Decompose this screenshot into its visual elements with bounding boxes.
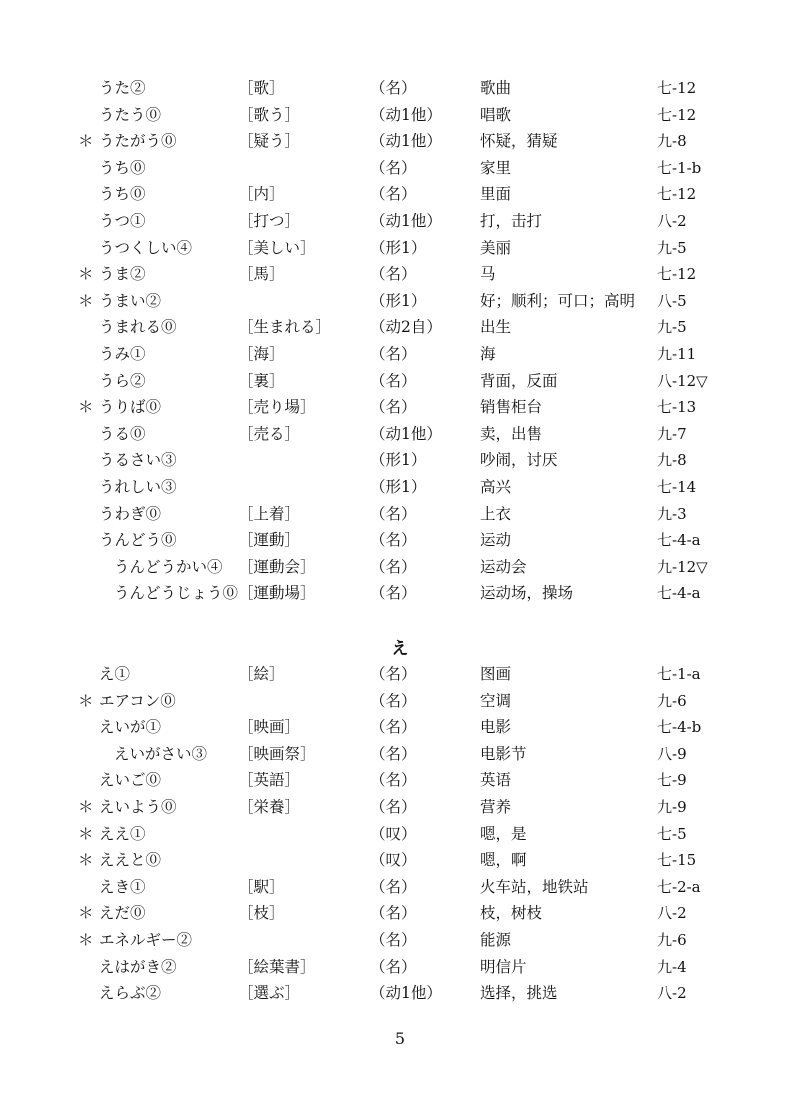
review-marker: ＊ <box>78 851 94 870</box>
entry-lesson-ref: 九-5 <box>657 318 687 337</box>
entry-part-of-speech: （名） <box>370 771 417 790</box>
entry-part-of-speech: （名） <box>370 557 417 576</box>
vocab-entry <box>0 900 800 926</box>
vocab-entry <box>0 75 800 101</box>
entry-kanji: ［美しい］ <box>238 238 316 257</box>
vocab-entry <box>0 368 800 394</box>
entry-reading: うち⓪ <box>99 185 146 204</box>
entry-meaning: 嗯，啊 <box>480 851 527 870</box>
vocab-entry <box>0 421 800 447</box>
vocab-entry <box>0 208 800 234</box>
vocab-entry <box>0 847 800 873</box>
vocab-entry <box>0 501 800 527</box>
entry-reading: エネルギー② <box>99 931 193 949</box>
entry-part-of-speech: （名） <box>370 877 417 896</box>
entry-part-of-speech: （名） <box>370 665 417 683</box>
vocab-entry <box>0 314 800 340</box>
entry-part-of-speech: （名） <box>370 718 417 737</box>
entry-reading: ええ① <box>99 824 146 843</box>
entry-meaning: 歌曲 <box>480 79 512 97</box>
entry-reading: うまれる⓪ <box>99 318 177 337</box>
entry-meaning: 能源 <box>480 931 512 949</box>
entry-reading: うんどうかい④ <box>114 557 223 576</box>
entry-part-of-speech: （形1） <box>370 478 427 496</box>
entry-kanji: ［歌う］ <box>238 105 301 124</box>
entry-meaning: 电影 <box>480 718 512 737</box>
entry-reading: うまい② <box>99 291 162 310</box>
vocab-entry <box>0 580 800 606</box>
entry-lesson-ref: 九-6 <box>657 931 687 949</box>
review-marker: ＊ <box>78 132 94 151</box>
entry-part-of-speech: （名） <box>370 744 417 763</box>
vocab-entry <box>0 688 800 714</box>
entry-meaning: 图画 <box>480 665 512 683</box>
entry-kanji: ［絵葉書］ <box>238 957 316 976</box>
review-marker: ＊ <box>78 931 94 949</box>
entry-lesson-ref: 七-2-a <box>657 877 701 896</box>
entry-meaning: 明信片 <box>480 957 527 976</box>
entry-meaning: 运动 <box>480 531 512 550</box>
vocab-entry <box>0 794 800 820</box>
entry-part-of-speech: （叹） <box>370 824 417 843</box>
entry-lesson-ref: 九-5 <box>657 238 687 257</box>
vocab-entry <box>0 927 800 953</box>
entry-meaning: 嗯，是 <box>480 824 527 843</box>
entry-kanji: ［映画］ <box>238 718 301 737</box>
entry-lesson-ref: 九-8 <box>657 451 687 470</box>
entry-meaning: 高兴 <box>480 478 512 496</box>
vocab-entry <box>0 181 800 207</box>
entry-meaning: 卖，出售 <box>480 424 543 443</box>
entry-lesson-ref: 九-9 <box>657 798 687 816</box>
entry-kanji: ［生まれる］ <box>238 318 332 337</box>
entry-lesson-ref: 八-9 <box>657 744 687 763</box>
entry-kanji: ［馬］ <box>238 265 285 284</box>
entry-part-of-speech: （名） <box>370 531 417 550</box>
review-marker: ＊ <box>78 398 94 417</box>
entry-part-of-speech: （名） <box>370 904 417 923</box>
entry-reading: うつ① <box>99 212 146 230</box>
entry-lesson-ref: 九-4 <box>657 957 687 976</box>
entry-reading: うりば⓪ <box>99 398 162 417</box>
entry-meaning: 吵闹，讨厌 <box>480 451 558 470</box>
vocab-entry <box>0 235 800 261</box>
vocab-entry <box>0 447 800 473</box>
entry-lesson-ref: 九-11 <box>657 345 697 363</box>
entry-lesson-ref: 九-8 <box>657 132 687 151</box>
review-marker: ＊ <box>78 691 94 710</box>
entry-part-of-speech: （动1他） <box>370 105 442 124</box>
entry-lesson-ref: 九-3 <box>657 504 687 523</box>
entry-part-of-speech: （名） <box>370 79 417 97</box>
entry-kanji: ［運動場］ <box>238 584 316 603</box>
entry-reading: うんどうじょう⓪ <box>114 584 239 603</box>
entry-kanji: ［海］ <box>238 345 285 363</box>
entry-reading: えはがき② <box>99 957 177 976</box>
entry-kanji: ［売る］ <box>238 424 301 443</box>
vocab-entry <box>0 980 800 1006</box>
entry-meaning: 唱歌 <box>480 105 512 124</box>
entry-kanji: ［内］ <box>238 185 285 204</box>
entry-reading: エアコン⓪ <box>99 691 176 710</box>
entry-reading: うま② <box>99 265 146 284</box>
entry-kanji: ［映画祭］ <box>238 744 316 763</box>
entry-reading: えいよう⓪ <box>99 798 177 816</box>
vocab-entry <box>0 954 800 980</box>
review-marker: ＊ <box>78 904 94 923</box>
entry-meaning: 背面，反面 <box>480 371 558 390</box>
entry-lesson-ref: 七-12 <box>657 265 697 284</box>
entry-reading: うち⓪ <box>99 158 146 177</box>
entry-lesson-ref: 八-12▽ <box>657 371 708 390</box>
entry-meaning: 上衣 <box>480 504 512 523</box>
entry-lesson-ref: 七-12 <box>657 105 697 124</box>
entry-reading: えだ⓪ <box>99 904 146 923</box>
entry-lesson-ref: 八-2 <box>657 212 687 230</box>
entry-meaning: 怀疑，猜疑 <box>480 132 558 151</box>
vocab-entry <box>0 821 800 847</box>
entry-meaning: 出生 <box>480 318 512 337</box>
entry-lesson-ref: 七-12 <box>657 185 697 204</box>
entry-lesson-ref: 九-6 <box>657 691 687 710</box>
entry-lesson-ref: 七-4-a <box>657 584 701 603</box>
entry-kanji: ［運動会］ <box>238 557 316 576</box>
entry-meaning: 海 <box>480 345 496 363</box>
entry-part-of-speech: （名） <box>370 158 417 177</box>
entry-meaning: 家里 <box>480 158 512 177</box>
entry-reading: うみ① <box>99 345 146 363</box>
entry-meaning: 运动会 <box>480 557 527 576</box>
entry-reading: うるさい③ <box>99 451 177 470</box>
entry-part-of-speech: （动1他） <box>370 132 442 151</box>
entry-kanji: ［上着］ <box>238 504 301 523</box>
entry-part-of-speech: （形1） <box>370 291 427 310</box>
vocab-entry <box>0 767 800 793</box>
entry-lesson-ref: 八-2 <box>657 984 687 1003</box>
entry-reading: うたがう⓪ <box>99 132 177 151</box>
review-marker: ＊ <box>78 798 94 816</box>
entry-part-of-speech: （名） <box>370 185 417 204</box>
vocab-entry <box>0 155 800 181</box>
entry-lesson-ref: 七-1-b <box>657 158 702 177</box>
entry-reading: えいがさい③ <box>114 744 208 763</box>
entry-reading: え① <box>99 665 131 683</box>
entry-lesson-ref: 九-12▽ <box>657 557 708 576</box>
entry-kanji: ［英語］ <box>238 771 301 790</box>
entry-kanji: ［疑う］ <box>238 132 301 151</box>
entry-part-of-speech: （动1他） <box>370 424 442 443</box>
review-marker: ＊ <box>78 265 94 284</box>
entry-meaning: 选择，挑选 <box>480 984 558 1003</box>
entry-reading: うつくしい④ <box>99 238 193 257</box>
entry-lesson-ref: 八-5 <box>657 291 687 310</box>
entry-part-of-speech: （动2自） <box>370 318 442 337</box>
vocab-entry <box>0 261 800 287</box>
entry-reading: えいが① <box>99 718 162 737</box>
entry-kanji: ［絵］ <box>238 665 285 683</box>
entry-part-of-speech: （动1他） <box>370 984 442 1003</box>
entry-meaning: 美丽 <box>480 238 512 257</box>
entry-lesson-ref: 八-2 <box>657 904 687 923</box>
entry-meaning: 打，击打 <box>480 212 543 230</box>
entry-reading: うわぎ⓪ <box>99 504 162 523</box>
entry-meaning: 销售柜台 <box>480 398 543 417</box>
entry-kanji: ［歌］ <box>238 79 285 97</box>
entry-part-of-speech: （名） <box>370 691 417 710</box>
vocab-entry <box>0 714 800 740</box>
review-marker: ＊ <box>78 291 94 310</box>
entry-part-of-speech: （名） <box>370 398 417 417</box>
entry-meaning: 火车站，地铁站 <box>480 877 589 896</box>
entry-meaning: 马 <box>480 265 496 284</box>
entry-lesson-ref: 七-13 <box>657 398 697 417</box>
entry-kanji: ［選ぶ］ <box>238 984 301 1003</box>
entry-meaning: 里面 <box>480 185 512 204</box>
entry-reading: えらぶ② <box>99 984 162 1003</box>
vocab-entry <box>0 741 800 767</box>
vocab-entry <box>0 874 800 900</box>
entry-meaning: 营养 <box>480 798 512 816</box>
vocab-entry <box>0 288 800 314</box>
entry-kanji: ［枝］ <box>238 904 285 923</box>
entry-part-of-speech: （名） <box>370 798 417 816</box>
entry-part-of-speech: （名） <box>370 265 417 284</box>
entry-kanji: ［栄養］ <box>238 798 301 816</box>
entry-lesson-ref: 七-12 <box>657 79 697 97</box>
entry-lesson-ref: 九-7 <box>657 424 687 443</box>
page-number: 5 <box>394 1029 406 1048</box>
entry-part-of-speech: （动1他） <box>370 212 442 230</box>
entry-part-of-speech: （名） <box>370 371 417 390</box>
review-marker: ＊ <box>78 824 94 843</box>
entry-part-of-speech: （叹） <box>370 851 417 870</box>
entry-lesson-ref: 七-5 <box>657 824 687 843</box>
entry-kanji: ［運動］ <box>238 531 301 550</box>
entry-reading: うんどう⓪ <box>99 531 177 550</box>
vocab-entry <box>0 394 800 420</box>
entry-kanji: ［打つ］ <box>238 212 301 230</box>
entry-reading: うら② <box>99 371 146 390</box>
entry-part-of-speech: （形1） <box>370 451 427 470</box>
vocab-entry <box>0 661 800 687</box>
entry-meaning: 英语 <box>480 771 512 790</box>
entry-lesson-ref: 七-4-b <box>657 718 702 737</box>
entry-kanji: ［駅］ <box>238 877 285 896</box>
section-heading-e: え <box>391 639 409 659</box>
entry-lesson-ref: 七-15 <box>657 851 697 870</box>
entry-kanji: ［売り場］ <box>238 398 316 417</box>
entry-meaning: 枝，树枝 <box>480 904 543 923</box>
entry-meaning: 空调 <box>480 691 512 710</box>
entry-part-of-speech: （名） <box>370 957 417 976</box>
entry-lesson-ref: 七-9 <box>657 771 687 790</box>
entry-lesson-ref: 七-14 <box>657 478 697 496</box>
entry-reading: うる⓪ <box>99 424 146 443</box>
entry-part-of-speech: （名） <box>370 345 417 363</box>
entry-part-of-speech: （名） <box>370 931 417 949</box>
entry-part-of-speech: （名） <box>370 504 417 523</box>
vocab-entry <box>0 554 800 580</box>
vocab-entry <box>0 102 800 128</box>
entry-reading: えいご⓪ <box>99 771 162 790</box>
entry-meaning: 好；顺利；可口；高明 <box>480 291 636 310</box>
entry-reading: ええと⓪ <box>99 851 162 870</box>
vocab-entry <box>0 527 800 553</box>
entry-lesson-ref: 七-1-a <box>657 665 701 683</box>
vocab-entry <box>0 128 800 154</box>
entry-reading: えき① <box>99 877 146 896</box>
entry-reading: うれしい③ <box>99 478 177 496</box>
entry-part-of-speech: （名） <box>370 584 417 603</box>
entry-meaning: 运动场，操场 <box>480 584 574 603</box>
entry-part-of-speech: （形1） <box>370 238 427 257</box>
vocab-entry <box>0 341 800 367</box>
entry-kanji: ［裏］ <box>238 371 285 390</box>
entry-reading: うたう⓪ <box>99 105 162 124</box>
entry-reading: うた② <box>99 79 146 97</box>
entry-meaning: 电影节 <box>480 744 527 763</box>
entry-lesson-ref: 七-4-a <box>657 531 701 550</box>
vocab-entry <box>0 474 800 500</box>
